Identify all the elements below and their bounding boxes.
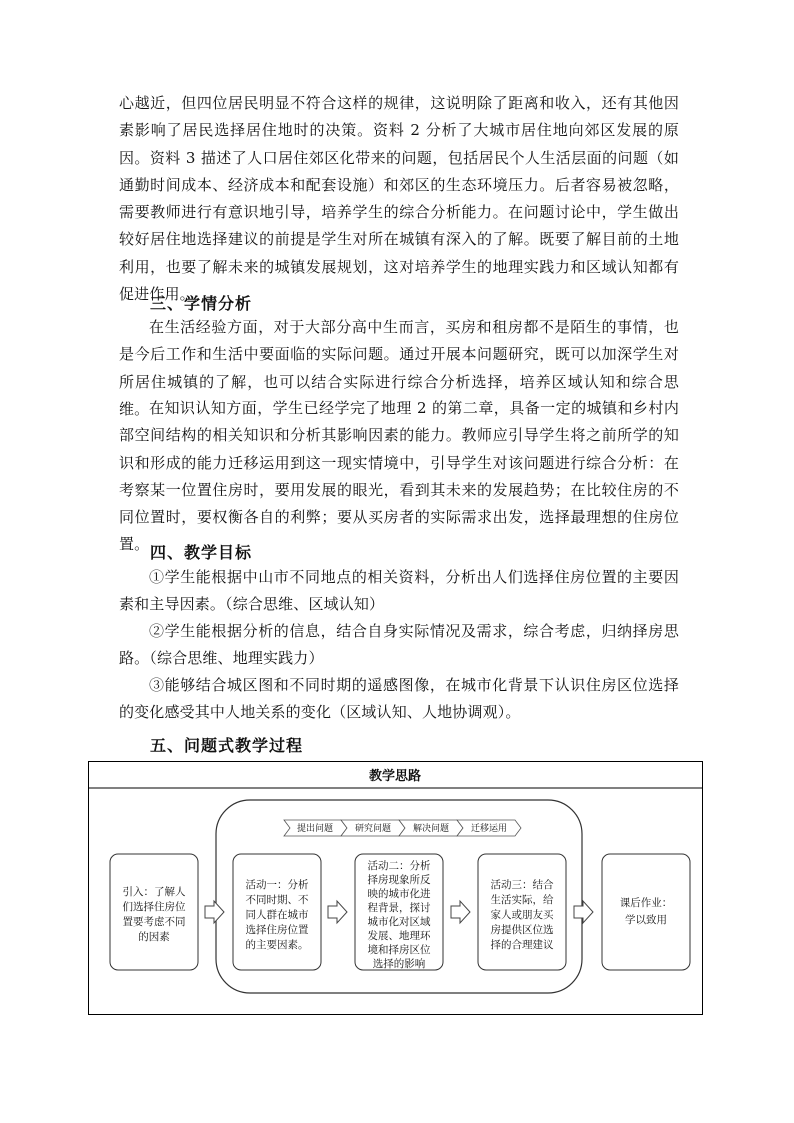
- activity-1-line-5: 的主要因素。: [245, 939, 309, 951]
- intro-line-1: 引入：了解人: [122, 886, 186, 898]
- activity-2-line-8: 选择的影响: [372, 958, 426, 970]
- heading-teaching-process: 五、问题式教学过程: [150, 736, 304, 755]
- activity-2-line-2: 择房现象所反: [367, 874, 431, 886]
- teaching-idea-diagram: [88, 761, 704, 1016]
- activity-2-line-3: 映的城市化进: [367, 888, 431, 900]
- activity-1-line-2: 不同时期、不: [245, 894, 309, 906]
- homework-line-2: 学以致用: [625, 914, 667, 926]
- homework-box: [602, 854, 690, 970]
- goal-item-2: ②学生能根据分析的信息，结合自身实际情况及需求，综合考虑，归纳择房思路。（综合思维、地理实践力）: [119, 622, 679, 668]
- activity-2-line-6: 发展、地理环: [367, 930, 431, 942]
- activity-1-line-3: 同人群在城市: [245, 909, 309, 921]
- activity-2-line-4: 程背景，探讨: [367, 902, 431, 914]
- activity-1-line-1: 活动一：分析: [245, 879, 309, 891]
- step-label-3: 解决问题: [412, 824, 450, 834]
- paragraph-material-analysis: 心越近，但四位居民明显不符合这样的规律，这说明除了距离和收入，还有其他因素影响了居民选择居住地时的决策。资料 2 分析了大城市居住地向郊区发展的原因。资料 3 描述了人口居住郊区化带来的问题，包括居民个人生活层面的问题（如通勤时间成本、经济成本和配套设施）和郊区的生态环境压力。后者容易被忽略，需要教师进行有意识地引导，培养学生的综合分析能力。在问题讨论中，学生做出较好居住地选择建议的前提是学生对所在城镇有深入的了解。既要了解目前的土地利用，也要了解未来的城镇发展规划，这对培养学生的地理实践力和区域认知都有促进作用。: [119, 94, 679, 304]
- paragraph-life-experience: 在生活经验方面，对于大部分高中生而言，买房和租房都不是陌生的事情，也是今后工作和生活中要面临的实际问题。通过开展本问题研究，既可以加深学生对所居住城镇的了解，也可以结合实际进行综合分析选择，培养区域认知和综合思维。: [119, 318, 679, 418]
- activity-1-line-4: 选择住房位置: [245, 924, 309, 936]
- activity-1-text: [246, 878, 309, 951]
- heading-student-analysis: 三、学情分析: [150, 294, 253, 313]
- activity-2-line-1: 活动二：分析: [367, 860, 431, 872]
- goal-item-1: ①学生能根据中山市不同地点的相关资料，分析出人们选择住房位置的主要因素和主导因素。（综合思维、区域认知）: [119, 568, 679, 614]
- step-label-4: 迁移运用: [470, 824, 508, 834]
- activity-3-line-3: 家人或朋友买: [490, 909, 554, 921]
- activity-2-line-5: 城市化对区域: [367, 916, 431, 928]
- step-label-2: 研究问题: [354, 824, 392, 834]
- goal-item-3: ③能够结合城区图和不同时期的遥感图像，在城市化背景下认识住房区位选择的变化感受其中人地关系的变化（区域认知、人地协调观）。: [119, 676, 679, 722]
- activity-3-text: [491, 878, 554, 951]
- step-label-1: 提出问题: [296, 824, 334, 834]
- activity-3-line-2: 生活实际，给: [490, 894, 554, 906]
- intro-line-3: 置要考虑不同: [122, 916, 186, 928]
- intro-line-4: 的因素: [138, 931, 170, 943]
- activity-3-line-1: 活动三：结合: [490, 879, 554, 891]
- intro-line-2: 们选择住房位: [122, 901, 186, 913]
- activity-3-line-5: 择的合理建议: [490, 939, 554, 951]
- paragraph-knowledge-cognition: 在知识认知方面，学生已经学完了地理 2 的第二章，具备一定的城镇和乡村内部空间结构的相关知识和分析其影响因素的能力。教师应引导学生将之前所学的知识和形成的能力迁移运用到这一现实情境中，引导学生对该问题进行综合分析：在考察某一位置住房时，要用发展的眼光，看到其未来的发展趋势；在比较住房的不同位置时，要权衡各自的利弊；要从买房者的实际需求出发，选择最理想的住房位置。: [119, 399, 679, 554]
- step-bar: [284, 820, 521, 836]
- heading-teaching-goals: 四、教学目标: [150, 543, 253, 562]
- activity-2-line-7: 境和择房区位: [367, 944, 431, 956]
- activity-3-line-4: 房提供区位选: [490, 924, 554, 936]
- homework-line-1: 课后作业：: [619, 897, 673, 909]
- diagram-title: 教学思路: [368, 769, 422, 784]
- teaching-idea-svg: [88, 761, 704, 1016]
